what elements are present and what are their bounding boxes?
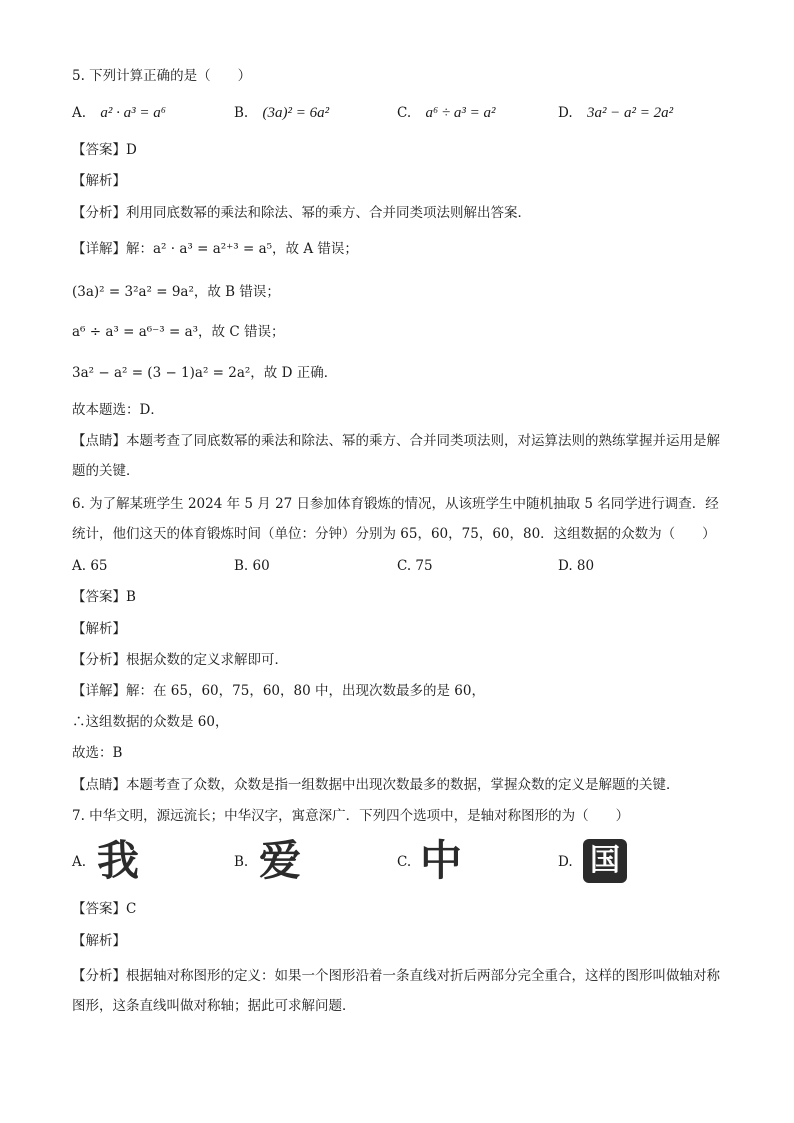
q7-option-b-figure[interactable] [258,836,302,885]
q6-jiexi-heading: 【解析】 [72,621,126,637]
q6-detail-line-3: 故选：B [72,745,123,761]
q5-dianjing: 【点睛】本题考查了同底数幂的乘法和除法、幂的乘方、合并同类项法则，对运算法则的熟练掌握并运用是解题的关键． [72,433,720,479]
q5-detail-line-1: 【详解】解：a² · a³ = a²⁺³ = a⁵，故 A 错误； [72,241,358,257]
q5-detail-line-3: a⁶ ÷ a³ = a⁶⁻³ = a³，故 C 错误； [72,324,285,340]
q5-option-b-expr: (3a)² = 6a² [262,105,330,121]
q6-option-a[interactable]: A. 65 [72,558,108,574]
q7-option-c-label[interactable]: C. [397,854,412,870]
q5-option-d[interactable] [558,104,673,122]
q7-option-d-figure[interactable] [583,839,627,883]
q7-option-d-char: 国 [590,843,620,878]
q7-option-a-figure[interactable] [96,836,140,885]
q5-option-d-expr: 3a² − a² = 2a² [586,105,674,121]
q7-jiexi-heading: 【解析】 [72,933,126,949]
q7-option-a-label[interactable]: A. [72,854,87,870]
q5-option-a[interactable] [72,104,166,122]
q6-detail-line-2: ∴这组数据的众数是 60， [72,714,229,730]
q6-dianjing: 【点睛】本题考查了众数，众数是指一组数据中出现次数最多的数据，掌握众数的定义是解题的关键． [72,777,680,793]
q6-answer: 【答案】B [72,589,136,605]
q5-option-a-expr: a² · a³ = a⁶ [100,105,166,121]
q5-detail-line-4: 3a² − a² = (3 − 1)a² = 2a²，故 D 正确． [72,365,338,381]
q6-option-d[interactable]: D. 80 [558,558,595,574]
q5-conclusion: 故本题选：D． [72,402,164,418]
q5-stem: 5. 下列计算正确的是（ ） [72,68,252,84]
q5-option-b[interactable] [234,104,329,122]
q6-detail-line-1: 【详解】解：在 65，60，75，60，80 中，出现次数最多的是 60， [72,683,485,699]
q6-fenxi: 【分析】根据众数的定义求解即可． [72,652,288,668]
q7-answer: 【答案】C [72,901,137,917]
q7-option-b-char: 爱 [258,836,301,885]
q5-fenxi: 【分析】利用同底数幂的乘法和除法、幂的乘方、合并同类项法则解出答案． [72,205,531,221]
q5-jiexi-heading: 【解析】 [72,173,126,189]
q5-detail-line-2: (3a)² = 3²a² = 9a²，故 B 错误； [72,284,280,300]
q6-stem: 6. 为了解某班学生 2024 年 5 月 27 日参加体育锻炼的情况，从该班学生中随机抽取 5 名同学进行调查．经统计，他们这天的体育锻炼时间（单位：分钟）分别为 65，60，75，60，80．这组数据的众数为（ ） [72,496,719,542]
q7-fenxi: 【分析】根据轴对称图形的定义：如果一个图形沿着一条直线对折后两部分完全重合，这样的图形叫做轴对称图形，这条直线叫做对称轴；据此可求解问题． [72,968,720,1014]
q7-option-b-label[interactable]: B. [234,854,249,870]
q5-option-c[interactable] [397,104,496,122]
q5-option-c-expr: a⁶ ÷ a³ = a² [425,105,496,121]
q5-option-d-label: D. [558,105,573,121]
q7-option-a-char: 我 [96,836,139,885]
q7-option-c-figure[interactable] [419,836,463,885]
q5-answer: 【答案】D [72,142,137,158]
q6-option-c[interactable]: C. 75 [397,558,433,574]
q7-stem: 7. 中华文明，源远流长；中华汉字，寓意深广．下列四个选项中，是轴对称图形的为（ ） [72,808,630,824]
q5-option-c-label: C. [397,105,412,121]
q6-option-b[interactable]: B. 60 [234,558,270,574]
q7-option-d-label[interactable]: D. [558,854,573,870]
q7-option-c-char: 中 [419,836,462,885]
q5-option-a-label: A. [72,105,87,121]
q5-option-b-label: B. [234,105,249,121]
